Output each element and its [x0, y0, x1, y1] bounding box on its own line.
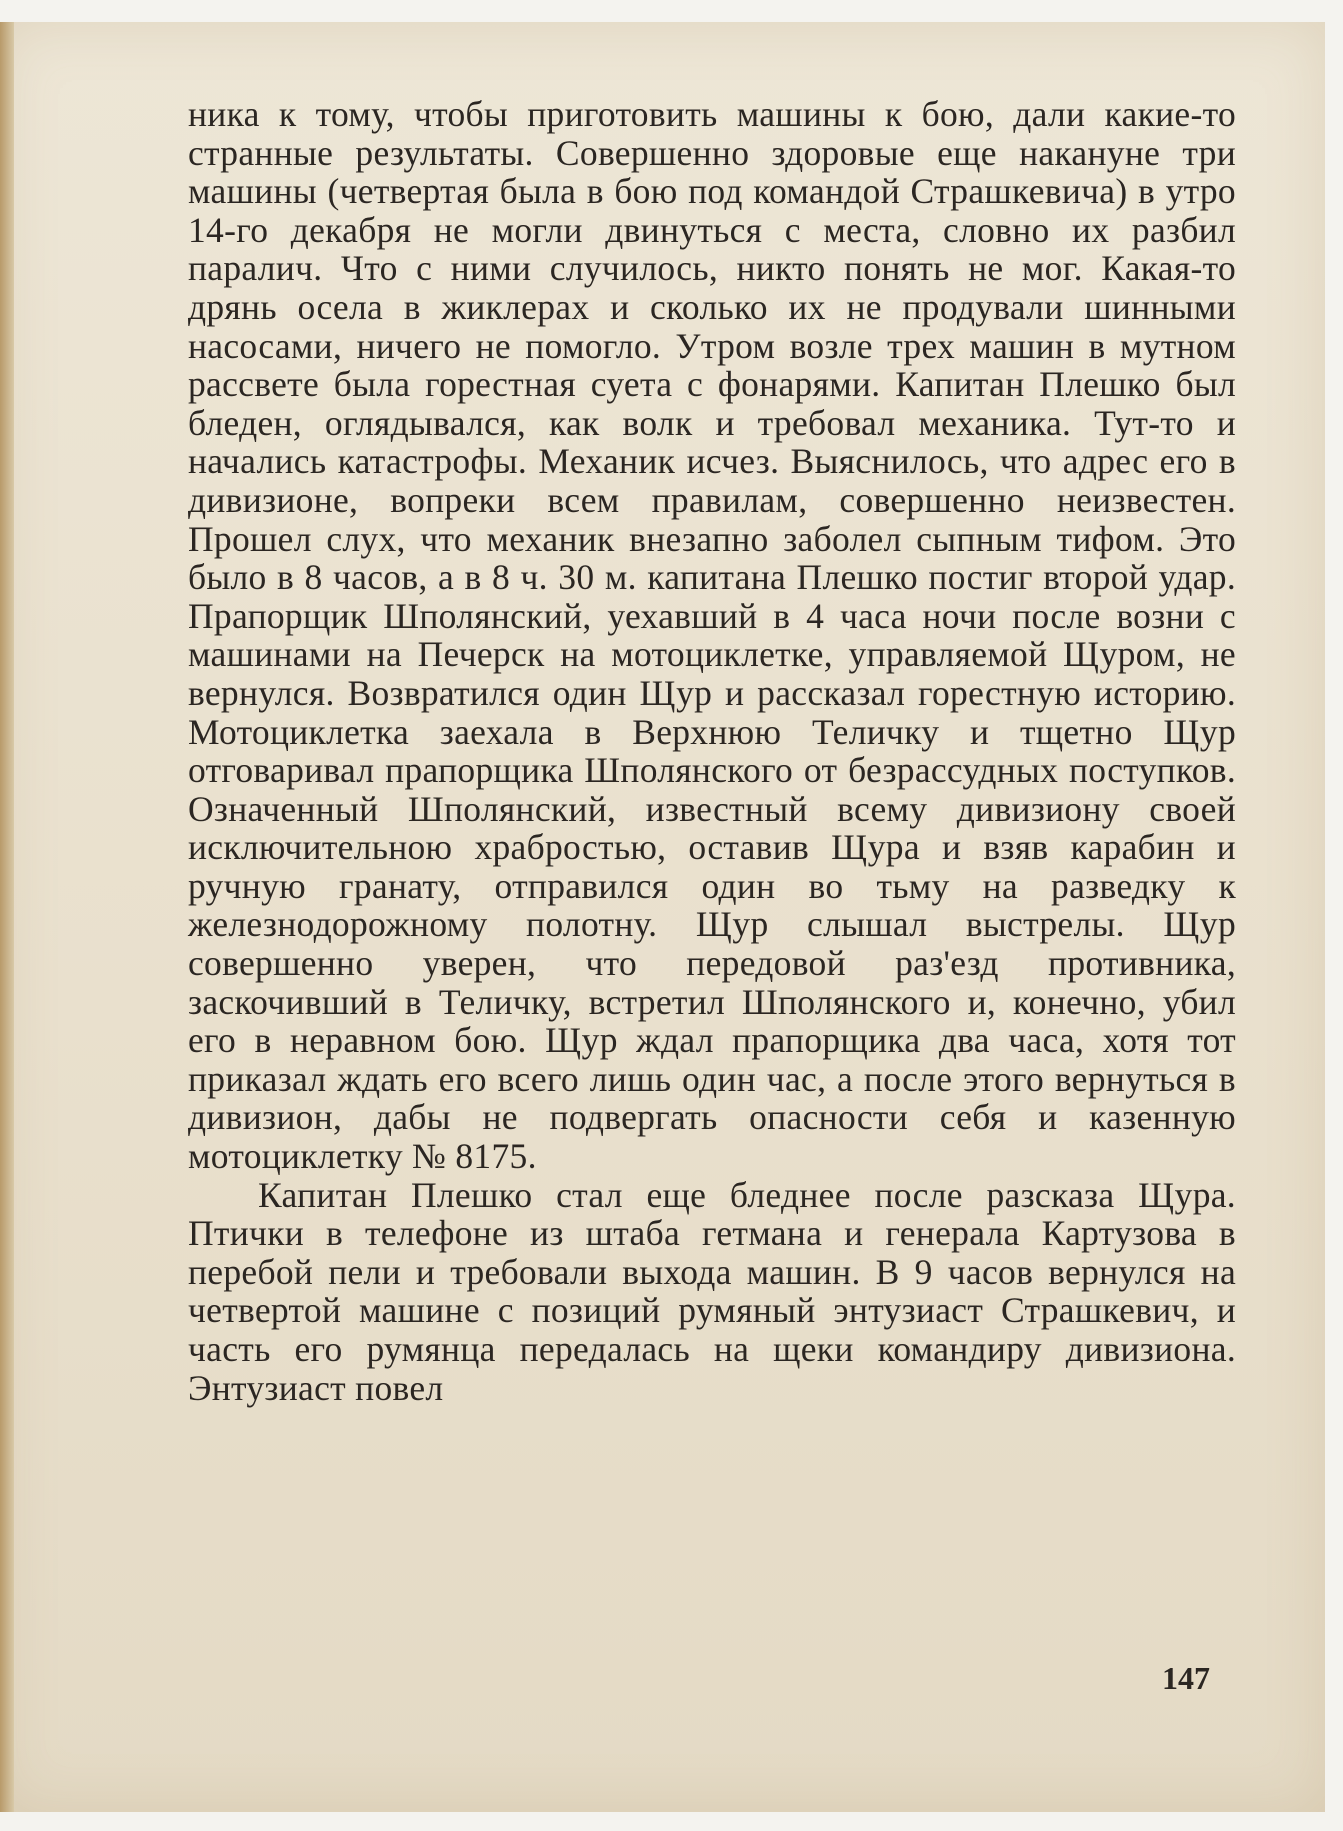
paragraph-1: ника к тому, чтобы приготовить машины к бою, дали какие-то странные результаты. Совершенно здоровые еще накануне три машины (четвертая была в бою под командой Страшкевича) в утро 14-го декабря не могли двинуться с места, словно их разбил паралич. Что с ними случилось, никто понять не мог. Какая-то дрянь осела в жиклерах и сколько их не продували шинными насосами, ничего не помогло. Утром возле трех машин в мутном рассвете была горестная суета с фонарями. Капитан Плешко был бледен, оглядывался, как волк и требовал механика. Тут-то и начались катастрофы. Механик исчез. Выяснилось, что адрес его в дивизионе, вопреки всем правилам, совершенно неизвестен. Прошел слух, что механик внезапно заболел сыпным тифом. Это было в 8 часов, а в 8 ч. 30 м. капитана Плешко постиг второй удар. Прапорщик Шполянский, уехавший в 4 часа ночи после возни с машинами на Печерск на мотоциклетке, управляемой Щуром, не вернулся. Возвратился один Щур и рассказал горестную историю. Мотоциклетка заехала в Верхнюю Теличку и тщетно Щур отговаривал прапорщика Шполянского от безрассудных поступков. Означенный Шполянский, известный всему дивизиону своей исключительною храбростью, оставив Щура и взяв карабин и ручную гранату, отправился один во тьму на разведку к железнодорожному полотну. Щур слышал выстрелы. Щур совершенно уверен, что передовой раз'езд противника, заскочивший в Теличку, встретил Шполянского и, конечно, убил его в неравном бою. Щур ждал прапорщика два часа, хотя тот приказал ждать его всего лишь один час, а после этого вернуться в дивизион, дабы не подвергать опасности себя и казенную мотоциклетку № 8175.: [188, 94, 1236, 1177]
page-edge: [0, 22, 14, 1812]
body-text: [188, 95, 1236, 1407]
page-number: 147: [1162, 1660, 1210, 1696]
paragraph-2: Капитан Плешко стал еще бледнее после разсказа Щура. Птички в телефоне из штаба гетмана и генерала Картузова в перебой пели и требовали выхода машин. В 9 часов вернулся на четвертой машине с позиций румяный энтузиаст Страшкевич, и часть его румянца передалась на щеки командиру дивизиона. Энтузиаст повел: [188, 1174, 1236, 1408]
